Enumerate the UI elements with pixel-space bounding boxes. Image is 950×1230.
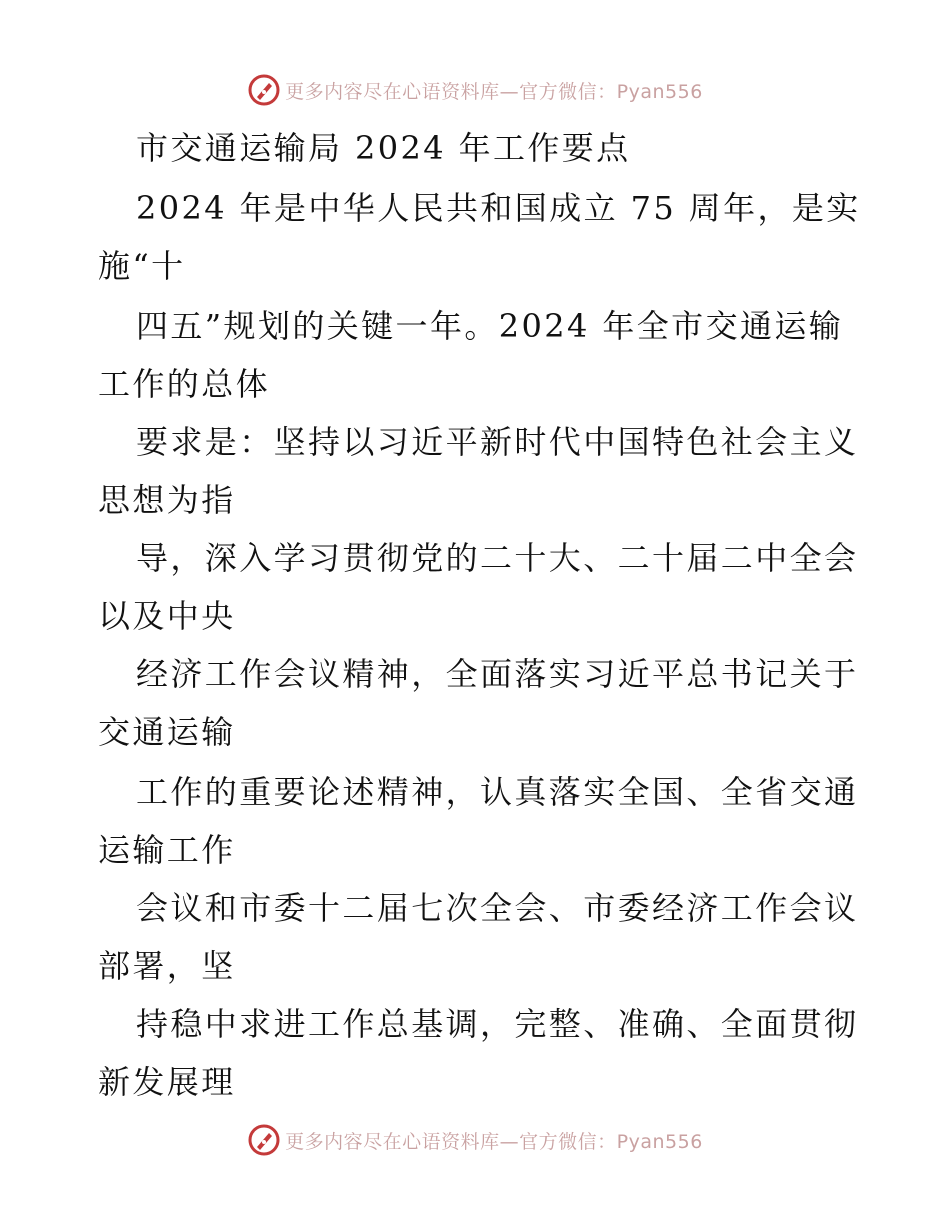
- paragraph-line: 导，深入学习贯彻党的二十大、二十届二中全会: [136, 539, 859, 577]
- paragraph-line: 工作的总体: [98, 365, 271, 403]
- watermark-text: 更多内容尽在心语资料库—官方微信：Pyan556: [285, 1130, 703, 1153]
- paragraph-line: 施“十: [98, 247, 186, 285]
- pen-nib-logo-icon: [247, 1123, 281, 1157]
- paragraph-line: 以及中央: [98, 597, 236, 635]
- paragraph-line: 持稳中求进工作总基调，完整、准确、全面贯彻: [136, 1005, 859, 1043]
- paragraph-line: 思想为指: [98, 481, 236, 519]
- document-title: 市交通运输局 2024 年工作要点: [136, 129, 631, 167]
- paragraph-line: 要求是：坚持以习近平新时代中国特色社会主义: [136, 423, 859, 461]
- paragraph-line: 工作的重要论述精神，认真落实全国、全省交通: [136, 773, 859, 811]
- paragraph-line: 部署，坚: [98, 947, 236, 985]
- paragraph-line: 会议和市委十二届七次全会、市委经济工作会议: [136, 889, 859, 927]
- paragraph-line: 2024 年是中华人民共和国成立 75 周年，是实: [136, 189, 861, 227]
- watermark-footer: [0, 1120, 950, 1160]
- paragraph-line: 运输工作: [98, 831, 236, 869]
- paragraph-line: 四五”规划的关键一年。2024 年全市交通运输: [136, 307, 844, 345]
- paragraph-line: 交通运输: [98, 713, 236, 751]
- paragraph-line: 经济工作会议精神，全面落实习近平总书记关于: [136, 655, 859, 693]
- watermark-text: 更多内容尽在心语资料库—官方微信：Pyan556: [285, 80, 703, 103]
- paragraph-line: 新发展理: [98, 1063, 236, 1101]
